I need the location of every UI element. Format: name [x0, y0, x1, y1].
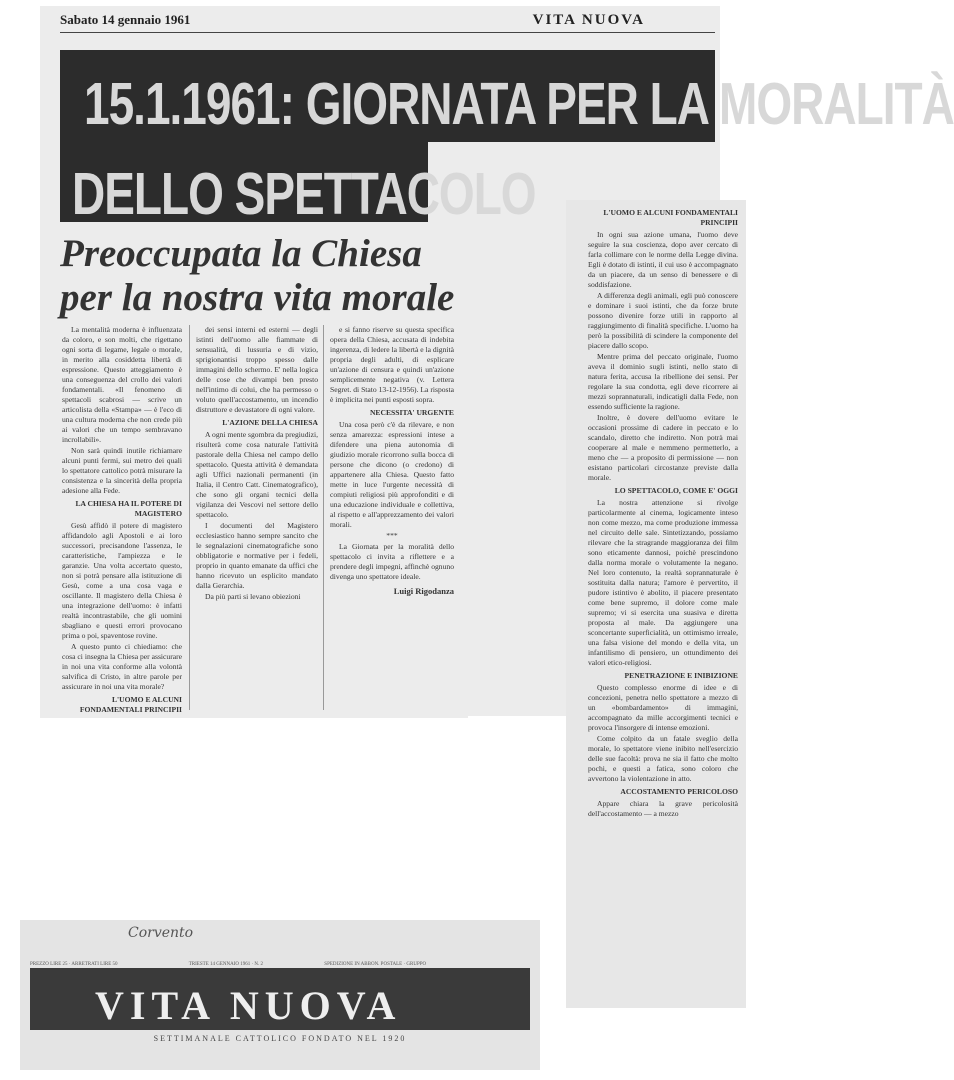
paragraph: Non sarà quindi inutile richiamare alcuni punti fermi, sui metro dei quali lo spettatore cattolico potrà misurare la consistenza e la sincerità della propria adesione alla Fede.	[62, 446, 182, 495]
header-date: Sabato 14 gennaio 1961	[60, 12, 191, 27]
article-column-3	[330, 325, 454, 597]
paragraph: Una cosa però c'è da rilevare, e non senza amarezza: espressioni intese a difendere una piena autonomia di giudizio morale ricorrono sulla bocca di persone che dicono (o credono) di appartenere alla Chiesa. Questo fatto mette in luce l'urgente necessità di compiuti religiosi più approfonditi e di una educazione individuale e collettiva, al rispetto e all'apprezzamento dei valori morali.	[330, 420, 454, 529]
paragraph: Inoltre, è dovere dell'uomo evitare le occasioni prossime di cadere in peccato e lo scandalo, diretto che indiretto. Non potrà mai cooperare al male e nemmeno permetterlo, a meno che — a proposito di permissione — non esistano particolari circostanze previste dalla morale.	[588, 413, 738, 482]
paragraph: Questo complesso enorme di idee e di concezioni, penetra nello spettatore a mezzo di un «bombardamento» di immagini, accompagnato da mille accorgimenti tecnici e provoca l'insorgere di intense emozioni.	[588, 683, 738, 732]
section-heading: L'AZIONE DELLA CHIESA	[222, 418, 318, 427]
banner-title-2: DELLO SPETTACOLO	[72, 159, 536, 227]
article-column-4	[588, 205, 738, 820]
section-heading: L'UOMO E ALCUNI FONDAMENTALI PRINCIPII	[79, 695, 182, 714]
paragraph: A differenza degli animali, egli può conoscere e dominare i suoi istinti, che da forze brute possono divenire forze utili in rapporto al raggiungimento di finalità specifiche. L'uomo ha però la possibilità di scindere la componente del piacere dallo scopo.	[588, 291, 738, 350]
subtitle-line-2: per la nostra vita morale	[60, 276, 455, 319]
author-signature: Luigi Rigodanza	[393, 586, 454, 596]
section-heading: L'UOMO E ALCUNI FONDAMENTALI PRINCIPII	[603, 208, 738, 227]
paragraph: La mentalità moderna è influenzata da coloro, e son molti, che rigettano ogni sorta di legame, legale o morale, in merito alla cosiddetta libertà di espressione. Questo atteggiamento è una conseguenza del crollo dei valori fondamentali. «Il fenomeno di spettacoli scabrosi — scrive un articolista della «Stampa» — è l'eco di una cultura moderna che non crede più ai valori che un tempo sembravano incrollabili».	[62, 325, 182, 444]
masthead-title: VITA NUOVA	[95, 983, 402, 1028]
subtitle	[60, 232, 454, 320]
header-paper-name: VITA NUOVA	[532, 12, 645, 28]
paragraph: A questo punto ci chiediamo: che cosa ci insegna la Chiesa per assicurare in noi una vita conforme alla volontà salvifica di Cristo, in altre parole per assicurare in noi una vita morale?	[62, 642, 182, 691]
masthead-issue: TRIESTE 14 GENNAIO 1961 · N. 2	[188, 962, 264, 967]
paragraph: dei sensi interni ed esterni — degli istinti dell'uomo alle fiammate di sensualità, di lussuria e di vizio, sprigionantisi troppo spesso dalle immagini dello schermo. E' nella logica delle cose che divampi ben presto nell'intimo di colui, che ha permesso o voluto quell'accostamento, un incendio distruttore e devastatore di ogni valore.	[196, 325, 318, 414]
banner-title-1: 15.1.1961: GIORNATA PER LA MORALITÀ	[84, 69, 954, 137]
column-divider	[189, 325, 190, 710]
paragraph: Come colpito da un fatale sveglio della morale, lo spettatore viene inibito nell'esercizio delle sue facoltà: prova ne sia il fatto che molto pochi, e questi a fatica, sono coloro che avvertono la violentazione in atto.	[588, 734, 738, 783]
article-column-2	[196, 325, 318, 603]
banner-line-1	[60, 50, 954, 142]
section-heading: ACCOSTAMENTO PERICOLOSO	[620, 787, 738, 796]
masthead-footer: SETTIMANALE CATTOLICO FONDATO NEL 1920	[153, 1034, 407, 1043]
column-divider	[323, 325, 324, 710]
paragraph: La nostra attenzione si rivolge particolarmente al cinema, logicamente inteso non come mezzo, ma come produzione immessa nel circuito delle sale. Sintetizzando, possiamo rilevare che la stragrande maggioranza dei film sono eticamente dannosi, poichè prescindono dalla norma morale o volutamente la negano. Nel loro contenuto, la realtà soprannaturale è sostituita dalla natura; l'amore è pervertito, il pudore istintivo è abolito, il piacere presentato come bene supremo, il dolore come male supremo; vi si esercita una suasiva e diretta proposta al male. Da aggiungere una sconcertante superficialità, un ottimismo irreale, una falsa visione del mondo e della vita, un infantilismo di pensiero, un ottundimento dei valori etico-religiosi.	[588, 498, 738, 667]
paragraph: I documenti del Magistero ecclesiastico hanno sempre sancito che le segnalazioni cinematografiche sono obbligatorie e normative per i fedeli, proprio in quanto emanate da uffici che hanno ricevuto un esplicito mandato dalla Gerarchia.	[196, 521, 318, 590]
header-rule	[60, 32, 715, 33]
article-column-1	[62, 325, 182, 717]
separator-stars: ***	[386, 531, 398, 540]
paragraph: Mentre prima del peccato originale, l'uomo aveva il dominio sugli istinti, nello stato di natura ferita, accusa la ribellione dei sensi. Per regolare la sua condotta, egli deve ricorrere ai mezzi soprannaturali, indicatigli dalla Fede, non essendo sufficiente la ragione.	[588, 352, 738, 411]
section-heading: PENETRAZIONE E INIBIZIONE	[624, 671, 738, 680]
paragraph: e si fanno riserve su questa specifica opera della Chiesa, accusata di indebita ingerenza, di ledere la libertà e la dignità propria degli adulti, di esplicare un'azione di censura e quindi un'azione semplicemente negativa (v. Lettera Segret. di Stato 13-12-1956). La risposta è implicita nei punti esposti sopra.	[330, 325, 454, 404]
section-heading: LA CHIESA HA IL POTERE DI MAGISTERO	[75, 499, 182, 518]
banner-line-2	[60, 142, 536, 227]
masthead-price: PREZZO LIRE 25 · ARRETRATI LIRE 50	[30, 962, 118, 967]
masthead-postal: SPEDIZIONE IN ABBON. POSTALE · GRUPPO	[324, 962, 427, 967]
paragraph: Appare chiara la grave pericolosità dell'accostamento — a mezzo	[588, 799, 738, 818]
masthead-meta	[30, 962, 530, 967]
paragraph: A ogni mente sgombra da pregiudizi, risulterà come cosa naturale l'attività pastorale della Chiesa nel campo dello spettacolo. Questa attività è demandata agli Uffici nazionali permanenti (in Italia, il Centro Catt. Cinematografico), che sono gli organi tecnici della vigilanza dei Vescovi nel settore dello spettacolo.	[196, 430, 318, 519]
paragraph: La Giornata per la moralità dello spettacolo ci invita a riflettere e a prendere degli impegni, affinchè ognuno divenga uno spettatore ideale.	[330, 542, 454, 581]
section-heading: LO SPETTACOLO, COME E' OGGI	[614, 486, 738, 495]
section-heading: NECESSITA' URGENTE	[369, 408, 454, 417]
paragraph: Da più parti si levano obiezioni	[205, 592, 301, 601]
subtitle-line-1: Preoccupata la Chiesa	[60, 232, 422, 275]
paragraph: In ogni sua azione umana, l'uomo deve seguire la sua coscienza, dopo aver cercato di farla collimare con le norme della Legge divina. Egli è dotato di istinti, il cui uso è accompagnato da un piacere, da un senso di benessere e di soddisfazione.	[588, 230, 738, 289]
paragraph: Gesù affidò il potere di magistero affidandolo agli Apostoli e ai loro successori, precisandone l'assenza, le caratteristiche, l'ampiezza e le garanzie. Una volta accertato questo, non si potrà pensare alla istituzione di Gesù, come a una cosa vaga e oscillante. Il magistero della Chiesa è una integrazione dell'uomo: è infatti realtà incontrastabile, che gli uomini sbagliano e questi errori provocano prima o poi, spaventose rovine.	[62, 521, 182, 640]
handwritten-note: Corvento	[128, 925, 194, 941]
